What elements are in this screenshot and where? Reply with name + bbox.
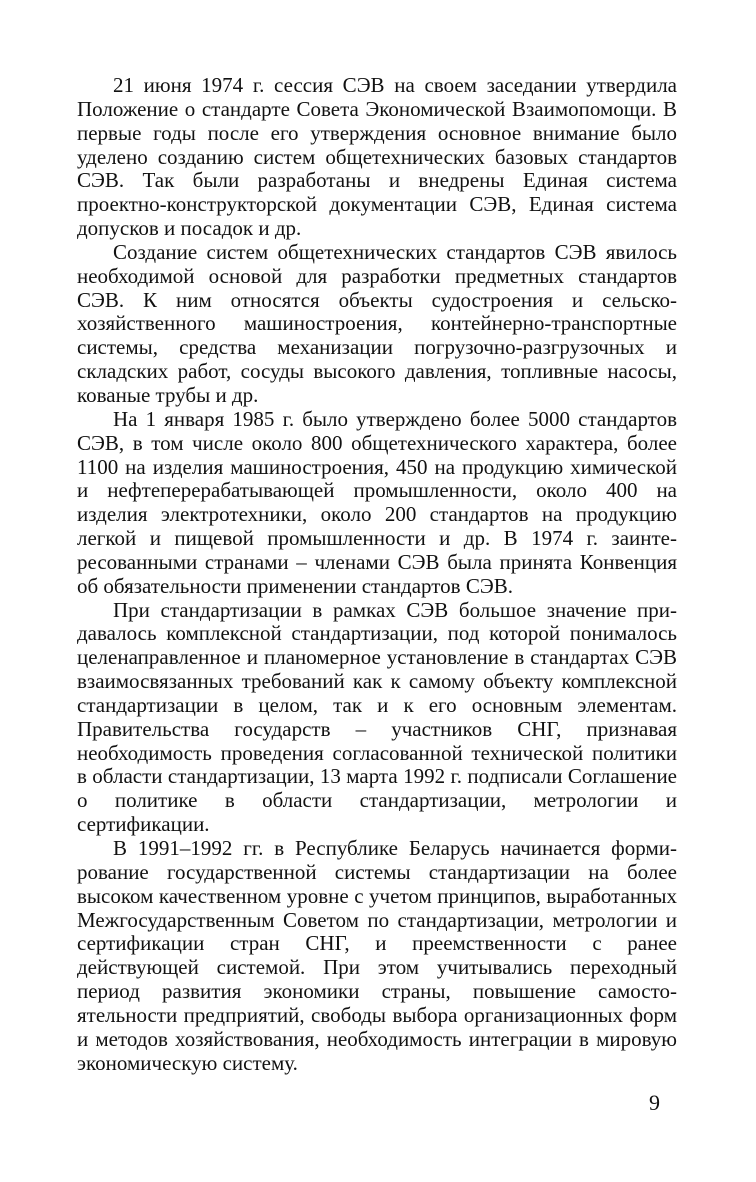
paragraph-4: При стандартизации в рамках СЭВ большое значение придавалось комплексной стандартизации, под которой понималось целенаправленное и планомерное установление в стандартах СЭВ взаимосвязанных требований как к самому объекту комплексной стандартизации в целом, так и к его основным элементам. Правительства государств – участников СНГ, признавая необходимость проведения согласованной технической политики в области стандартизации, 13 марта 1992 г. подписали Соглашение о политике в области стандартизации, метрологии и сертификации. — [77, 597, 677, 837]
paragraph-1: 21 июня 1974 г. сессия СЭВ на своем заседании утвердила Положение о стандарте Совета Экономической Взаимопомощи. В первые годы после его утверждения основное внимание было уделено созданию систем общетехнических базовых стандартов СЭВ. Так были разработаны и внедрены Единая система проектно-конструкторской документации СЭВ, Единая система допусков и посадок и др. — [77, 73, 677, 241]
page-number: 9 — [649, 1090, 660, 1115]
paragraph-5: В 1991–1992 гг. в Республике Беларусь начинается формирование государственной системы стандартизации на более высоком качественном уровне с учетом принципов, выработанных Межгосударственным Советом по стандартизации, метрологии и сертификации стран СНГ, и преемственности с ранее действующей системой. При этом учитывались переходный период развития экономики страны, повышение самостоятельности предприятий, свободы выбора организационных форм и методов хозяйствования, необходимость интеграции в мировую экономическую систему. — [77, 836, 677, 1075]
page-body — [77, 74, 677, 1075]
paragraph-2: Создание систем общетехнических стандартов СЭВ явилось необходимой основой для разработки предметных стандартов СЭВ. К ним относятся объекты судостроения и сельскохозяйственного машиностроения, контейнерно-транспортные системы, средства механизации погрузочно-разгрузочных и складских работ, сосуды высокого давления, топливные насосы, кованые трубы и др. — [77, 239, 677, 407]
paragraph-3: На 1 января 1985 г. было утверждено более 5000 стандартов СЭВ, в том числе около 800 общетехнического характера, более 1100 на изделия машиностроения, 450 на продукцию химической и нефтеперерабатывающей промышленности, около 400 на изделия электротехники, около 200 стандартов на продукцию легкой и пищевой промышленности и др. В 1974 г. заинтересованными странами – членами СЭВ была принята Конвенция об обязательности применении стандартов СЭВ. — [77, 406, 677, 598]
